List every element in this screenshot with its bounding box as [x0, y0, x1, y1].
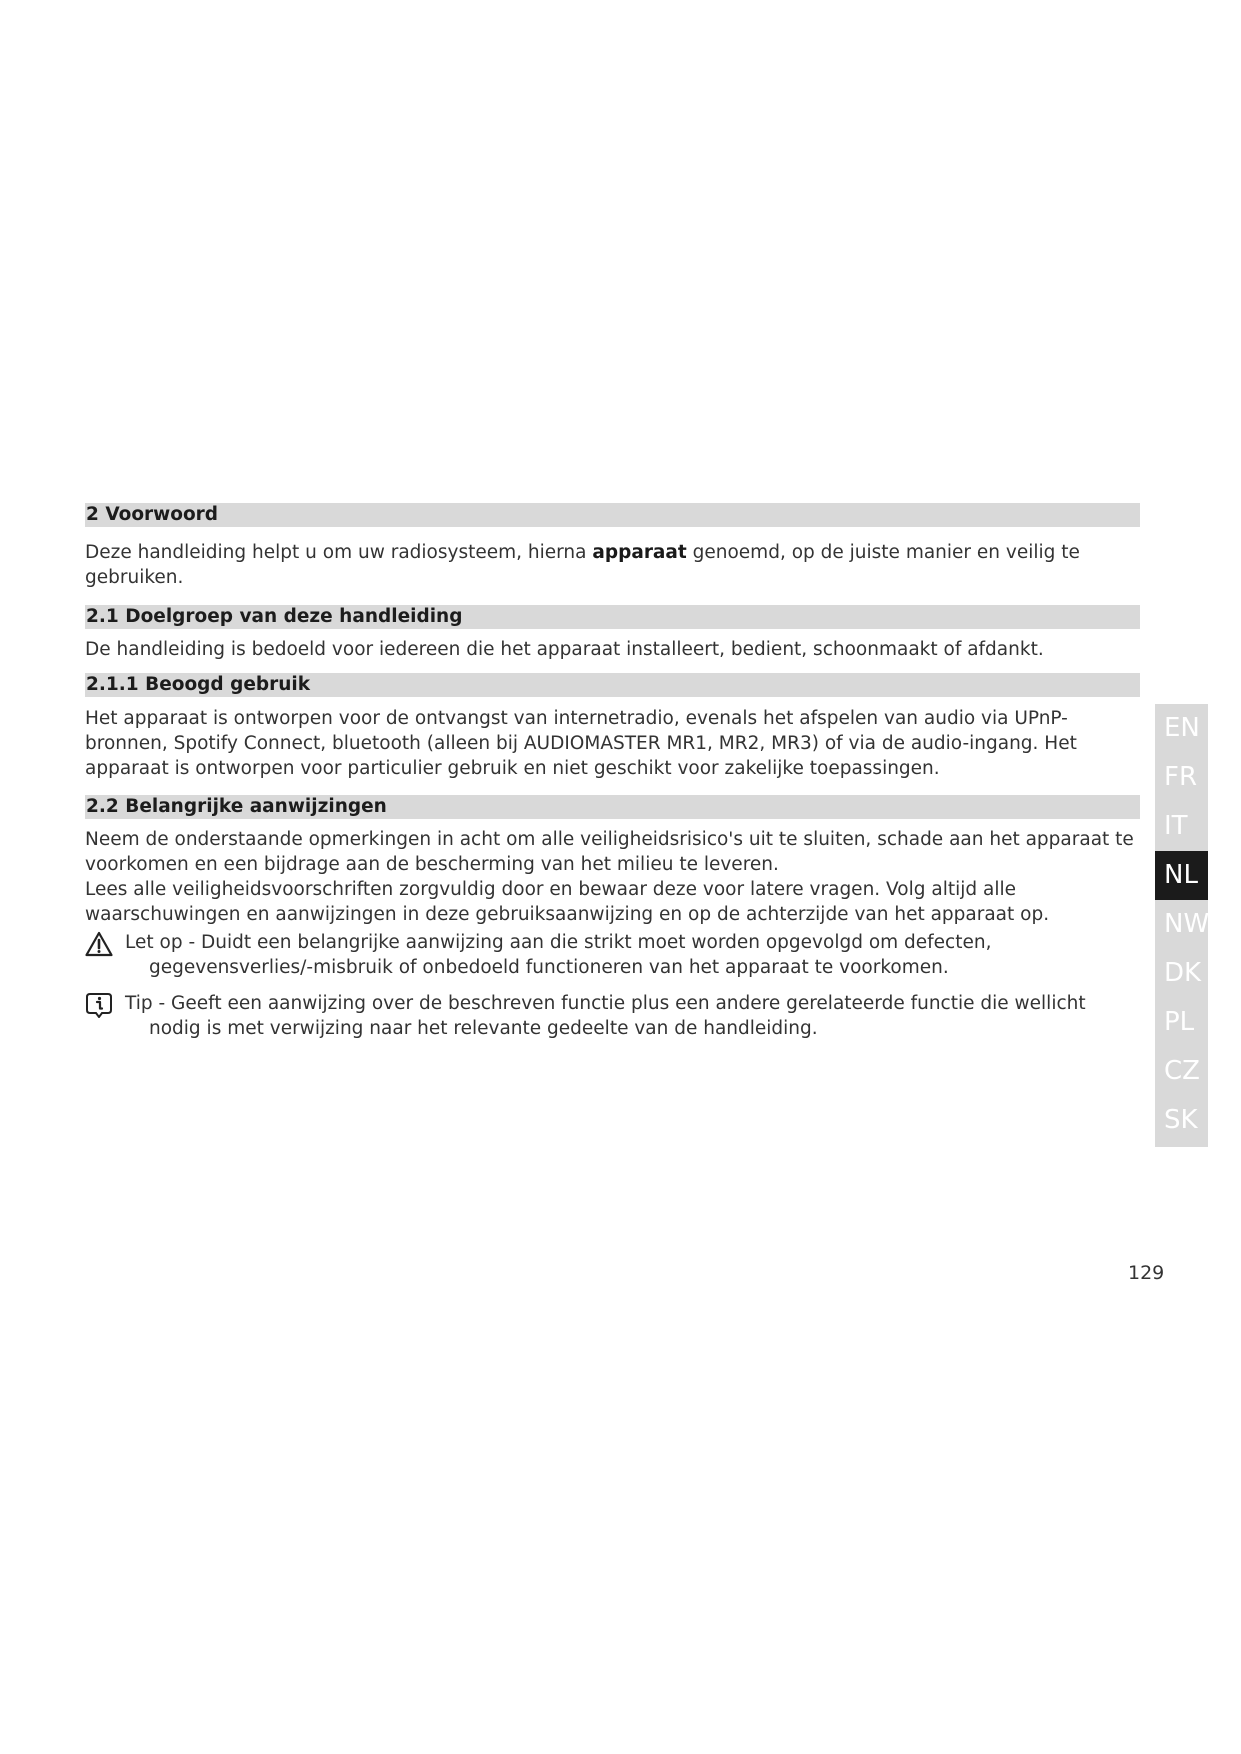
- section-2-paragraph: [85, 540, 1145, 590]
- language-tab-nl[interactable]: NL: [1155, 851, 1208, 900]
- section-2-text-before: Deze handleiding helpt u om uw radiosysteem, hierna: [85, 542, 593, 563]
- language-tab-fr[interactable]: FR: [1164, 762, 1198, 792]
- warning-triangle-icon: [85, 931, 113, 957]
- tip-note-line-1: Tip - Geeft een aanwijzing over de beschreven functie plus een andere gerelateerde functie die wellicht: [125, 993, 1086, 1014]
- language-tab-it[interactable]: IT: [1164, 811, 1188, 841]
- language-tab-cz[interactable]: CZ: [1164, 1056, 1200, 1086]
- section-2-1-1-paragraph: Het apparaat is ontworpen voor de ontvangst van internetradio, evenals het afspelen van audio via UPnP-bronnen, Spotify Connect, bluetooth (alleen bij AUDIOMASTER MR1, MR2, MR3) of via de audio-ingang. Het apparaat is ontworpen voor particulier gebruik en niet geschikt voor zakelijke toepassingen.: [85, 708, 1077, 779]
- language-tab-dk[interactable]: DK: [1164, 958, 1202, 988]
- section-2-text-after: genoemd, op de juiste manier en veilig te gebruiken.: [85, 542, 1080, 588]
- warning-note-line-1: Let op - Duidt een belangrijke aanwijzing aan die strikt moet worden opgevolgd om defecten,: [125, 932, 992, 953]
- page-number: 129: [1128, 1262, 1165, 1284]
- language-tab-strip: [1155, 704, 1208, 1147]
- section-2-1-heading: 2.1 Doelgroep van deze handleiding: [85, 605, 1140, 629]
- language-tab-en[interactable]: EN: [1164, 713, 1200, 743]
- language-tab-nw[interactable]: NW: [1164, 909, 1210, 939]
- info-icon: [85, 992, 113, 1018]
- tip-note-line-2: nodig is met verwijzing naar het relevante gedeelte van de handleiding.: [149, 1018, 818, 1039]
- language-tab-pl[interactable]: PL: [1164, 1007, 1195, 1037]
- section-2-2-heading: 2.2 Belangrijke aanwijzingen: [85, 795, 1140, 819]
- warning-note-line-2: gegevensverlies/-misbruik of onbedoeld functioneren van het apparaat te voorkomen.: [149, 957, 949, 978]
- section-2-2-paragraph-1: Neem de onderstaande opmerkingen in acht om alle veiligheidsrisico's uit te sluiten, schade aan het apparaat te voorkomen en een bijdrage aan de bescherming van het milieu te leveren.: [85, 829, 1134, 875]
- language-tab-sk[interactable]: SK: [1164, 1105, 1198, 1135]
- section-2-bold-term: apparaat: [592, 542, 687, 563]
- section-2-1-paragraph: De handleiding is bedoeld voor iedereen die het apparaat installeert, bedient, schoonmaakt of afdankt.: [85, 639, 1044, 660]
- section-2-1-1-heading: 2.1.1 Beoogd gebruik: [85, 673, 1140, 697]
- section-2-heading: 2 Voorwoord: [85, 503, 1140, 527]
- section-2-2-paragraph-2: Lees alle veiligheidsvoorschriften zorgvuldig door en bewaar deze voor latere vragen. Volg altijd alle waarschuwingen en aanwijzingen in deze gebruiksaanwijzing en op de achterzijde van het apparaat op.: [85, 879, 1050, 925]
